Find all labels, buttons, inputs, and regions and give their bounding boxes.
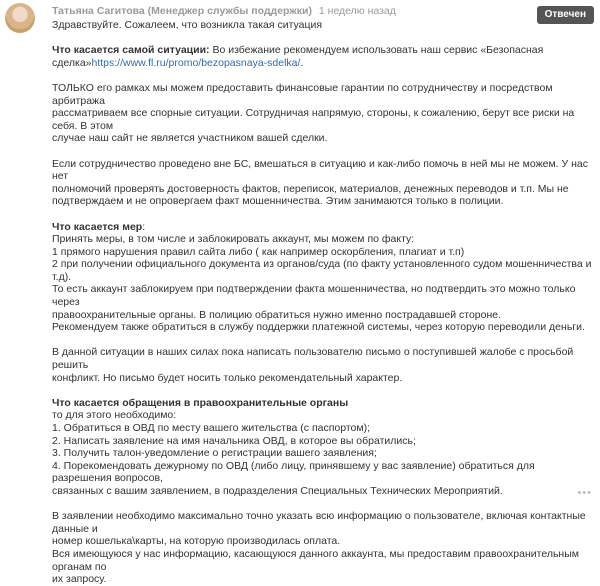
measures-line: 1 прямого нарушения правил сайта либо ( как например оскорбления, плагиат и т.п): [52, 245, 465, 258]
paragraph-line: ТОЛЬКО его рамках мы можем предоставить финансовые гарантии по сотрудничеству и посредством арбитража: [52, 81, 553, 107]
paragraph-line: конфликт. Но письмо будет носить только рекомендательный характер.: [52, 371, 403, 384]
author-name[interactable]: Татьяна Сагитова (Менеджер службы поддержки): [52, 5, 312, 17]
paragraph-line: их запросу.: [52, 573, 107, 586]
measures-line: 2 при получении официального документа из органов/суда (по факту установленного судом мошенничества и т.д).: [52, 258, 592, 283]
paragraph-line: рассматриваем все спорные ситуации. Сотрудничая напрямую, стороны, к сожалению, берут все риски на себя. В этом: [52, 107, 575, 132]
police-line: 2. Написать заявление на имя начальника ОВД, в которое вы обратились;: [52, 434, 416, 447]
situation-after-link: .: [300, 56, 304, 69]
police-line: 4. Порекомендовать дежурному по ОВД (либо лицу, принявшему у вас заявление) обратиться для разрешения вопросов,: [52, 459, 535, 485]
situation-text: Во избежание рекомендуем использовать наш сервис «Безопасная: [209, 44, 544, 57]
ellipsis-icon[interactable]: •••: [577, 487, 592, 500]
paragraph-line: случае наш сайт не является участником вашей сделки.: [52, 132, 328, 145]
safe-deal-link[interactable]: https://www.fl.ru/promo/bezopasnaya-sdelka/: [91, 56, 301, 69]
paragraph-line: подтверждаем и не опровергаем факт мошенничества. Этим занимаются только в полиции.: [52, 195, 504, 208]
paragraph-line: В данной ситуации в наших силах пока написать пользователю письмо о поступившей жалобе с просьбой решить: [52, 346, 574, 372]
paragraph-line: В заявлении необходимо максимально точно указать всю информацию о пользователе, включая контактные данные и: [52, 510, 586, 535]
measures-line: Рекомендуем также обратиться в службу поддержки платежной системы, через которую переводили деньги.: [52, 321, 585, 334]
situation-text-2: сделка»: [52, 56, 92, 69]
paragraph-line: номер кошелька\карты, на которую производилась оплата.: [52, 535, 341, 548]
police-line: то для этого необходимо:: [52, 409, 177, 422]
replied-button[interactable]: Отвечен: [537, 6, 594, 24]
comment-header: [52, 5, 550, 18]
situation-heading: Что касается самой ситуации:: [52, 44, 210, 57]
police-line: 1. Обратиться в ОВД по месту вашего жительства (с паспортом);: [52, 422, 371, 434]
police-line: связанных с вашим заявлением, в подразделения Специальных Технических Мероприятий.: [52, 484, 503, 497]
police-section: [52, 397, 594, 498]
paragraph-3: [52, 346, 594, 384]
comment-body: [52, 19, 594, 586]
paragraph-2: [52, 158, 594, 208]
measures-heading: Что касается мер: [52, 220, 143, 233]
paragraph-line: Если сотрудничество проведено вне БС, вмешаться в ситуацию и как-либо помочь в ней мы не можем. У нас нет: [52, 157, 588, 183]
greeting-text: Здравствуйте. Сожалеем, что возникла такая ситуация: [52, 19, 323, 31]
police-line: 3. Получить талон-уведомление о регистрации вашего заявления;: [52, 447, 377, 460]
paragraph-line: полномочий проверять достоверность фактов, переписок, материалов, денежных переводов и т.п. Мы не: [52, 182, 569, 195]
measures-line: правоохранительные органы. В полицию обратиться нужно именно пострадавшей стороне.: [52, 308, 502, 321]
measures-colon: :: [142, 220, 146, 233]
avatar[interactable]: [5, 3, 35, 33]
paragraph-line: Вся имеющуюся у нас информацию, касающуюся данного аккаунта, мы предоставим правоохранительным органам по: [52, 547, 579, 573]
paragraph-4: [52, 510, 594, 586]
measures-section: [52, 221, 594, 334]
police-heading: Что касается обращения в правоохранительные органы: [52, 396, 349, 409]
measures-line: То есть аккаунт заблокируем при подтверждении факта мошенничества, но подтвердить это можно только через: [52, 283, 576, 309]
measures-line: Принять меры, в том числе и заблокировать аккаунт, мы можем по факту:: [52, 233, 415, 246]
situation-paragraph: [52, 44, 594, 57]
comment-time: 1 неделю назад: [318, 5, 396, 17]
paragraph-1: [52, 82, 594, 145]
